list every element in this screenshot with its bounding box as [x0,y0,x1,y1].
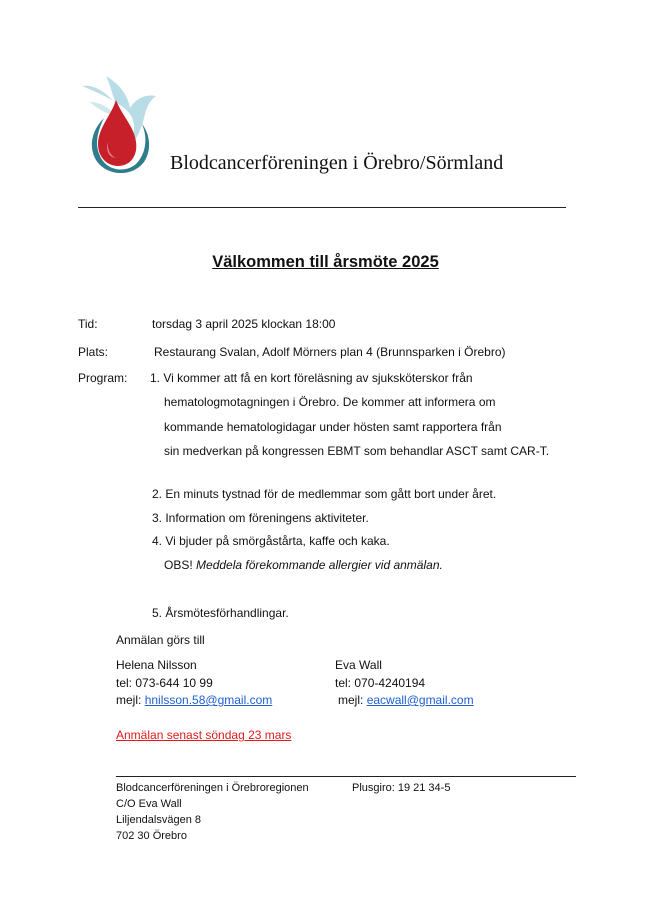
contact-1-phone: tel: 073-644 10 99 [116,676,213,690]
footer-street: Liljendalsvägen 8 [116,814,202,826]
program-item-4: 4. Vi bjuder på smörgåstårta, kaffe och kaka. [152,534,390,548]
footer-plusgiro: Plusgiro: 19 21 34-5 [352,782,451,794]
place-label: Plats: [78,345,109,359]
contact-2-email-row [338,692,474,709]
program-item-2: 2. En minuts tystnad för de medlemmar som gått bort under året. [152,487,497,501]
program-label: Program: [78,371,128,385]
allergy-note [164,557,443,574]
program-item-3: 3. Information om föreningens aktiviteter. [152,511,369,525]
contact-1-email-link[interactable]: hnilsson.58@gmail.com [144,693,273,707]
header-divider [78,207,566,208]
contact-1-name: Helena Nilsson [116,658,197,672]
footer-co: C/O Eva Wall [116,798,182,810]
program-item-5: 5. Årsmötesförhandlingar. [152,606,289,620]
place-value: Restaurang Svalan, Adolf Mörners plan 4 (Brunnsparken i Örebro) [154,345,506,359]
program-item-1-line-3: kommande hematologidagar under hösten samt rapportera från [164,420,502,434]
contact-1-email-label: mejl: [116,693,142,707]
program-item-1-line-1: 1. Vi kommer att få en kort föreläsning av sjuksköterskor från [150,371,473,385]
page-title: Välkommen till årsmöte 2025 [212,253,439,271]
contact-2-email-link[interactable]: eacwall@gmail.com [366,693,474,707]
footer-city: 702 30 Örebro [116,830,187,842]
program-item-1-line-2: hematologmotagningen i Örebro. De kommer att informera om [164,395,496,409]
obs-text: Meddela förekommande allergier vid anmälan. [196,558,443,572]
time-label: Tid: [78,317,98,331]
time-value: torsdag 3 april 2025 klockan 18:00 [152,317,336,331]
organization-name: Blodcancerföreningen i Örebro/Sörmland [170,152,504,174]
registration-intro: Anmälan görs till [116,633,205,647]
program-item-1-line-4: sin medverkan på kongressen EBMT som behandlar ASCT samt CAR-T. [164,444,550,458]
footer-divider [116,776,576,777]
contact-2-email-label: mejl: [338,693,364,707]
organization-logo [76,74,160,178]
contact-2-phone: tel: 070-4240194 [335,676,426,690]
contact-1-email-row [116,692,272,709]
footer-org: Blodcancerföreningen i Örebroregionen [116,782,309,794]
registration-deadline: Anmälan senast söndag 23 mars [116,728,292,742]
obs-prefix: OBS! [164,558,193,572]
contact-2-name: Eva Wall [335,658,382,672]
